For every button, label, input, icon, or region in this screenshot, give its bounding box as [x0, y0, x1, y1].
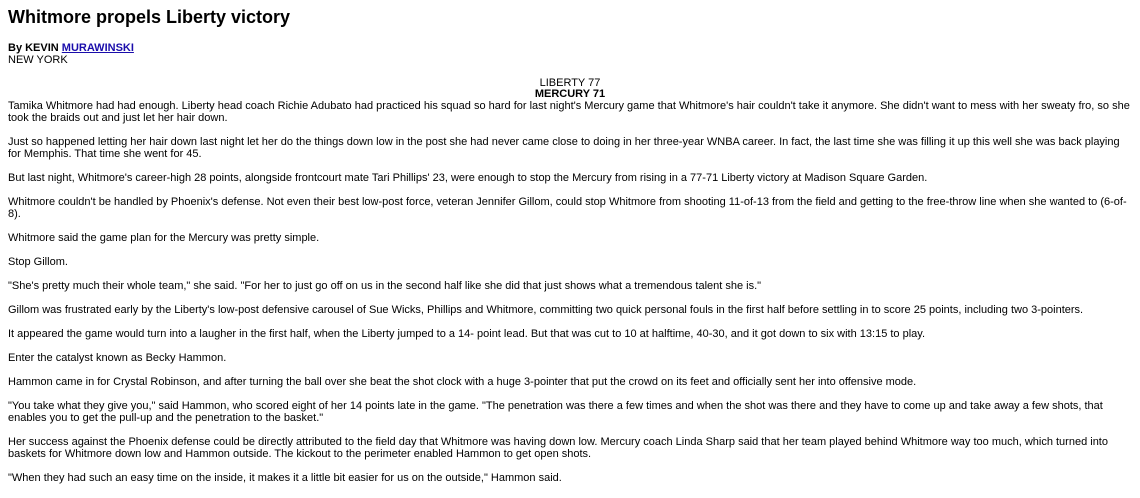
score-loser: MERCURY 71: [534, 88, 606, 100]
paragraph: Whitmore couldn't be handled by Phoenix's defense. Not even their best low-post force, veteran Jennifer Gillom, could stop Whitmore from shooting 11-of-13 from the field and getting to the free-throw line when she wanted to (6-of-8).: [8, 196, 1127, 220]
article-body: [8, 100, 1132, 484]
paragraph: Her success against the Phoenix defense could be directly attributed to the field day that Whitmore was having down low. Mercury coach Linda Sharp said that her team played behind Whitmore way too much, which turned into baskets for Whitmore down low and Hammon outside. The kickout to the perimeter enabled Hammon to get open shots.: [8, 436, 1108, 460]
score-winner: LIBERTY 77: [539, 77, 601, 89]
byline-prefix: By KEVIN: [8, 42, 62, 54]
byline: [8, 42, 1132, 54]
paragraph: Gillom was frustrated early by the Liberty's low-post defensive carousel of Sue Wicks, Phillips and Whitmore, committing two quick personal fouls in the first half before settling in to score 25 points, including two 3-pointers.: [8, 304, 1084, 316]
paragraph: Stop Gillom.: [8, 256, 68, 268]
paragraph: Hammon came in for Crystal Robinson, and after turning the ball over she beat the shot clock with a huge 3-pointer that put the crowd on its feet and officially sent her into offensive mode.: [8, 376, 917, 388]
paragraph: Tamika Whitmore had had enough. Liberty head coach Richie Adubato had practiced his squad so hard for last night's Mercury game that Whitmore's hair couldn't take it anymore. She didn't want to mess with her sweaty fro, so she took the braids out and just let her hair down.: [8, 100, 1130, 124]
paragraph: But last night, Whitmore's career-high 28 points, alongside frontcourt mate Tari Phillips' 23, were enough to stop the Mercury from rising in a 77-71 Liberty victory at Madison Square Garden.: [8, 172, 928, 184]
paragraph: "She's pretty much their whole team," she said. "For her to just go off on us in the second half like she did that just shows what a tremendous talent she is.": [8, 280, 762, 292]
paragraph: Enter the catalyst known as Becky Hammon.: [8, 352, 227, 364]
paragraph: "When they had such an easy time on the inside, it makes it a little bit easier for us on the outside," Hammon said.: [8, 472, 562, 484]
paragraph: It appeared the game would turn into a laugher in the first half, when the Liberty jumped to a 14- point lead. But that was cut to 10 at halftime, 40-30, and it got down to six with 13:15 to play.: [8, 328, 926, 340]
dateline: NEW YORK: [8, 54, 68, 66]
paragraph: "You take what they give you," said Hammon, who scored eight of her 14 points late in the game. "The penetration was there a few times and when the shot was there and they have to come up and take away a few shots, that enables you to get the pull-up and the penetration to the basket.": [8, 400, 1103, 424]
author-link[interactable]: MURAWINSKI: [61, 42, 134, 54]
paragraph: Just so happened letting her hair down last night let her do the things down low in the post she had never came close to doing in her three-year WNBA career. In fact, the last time she was filling it up this well she was back playing for Memphis. That time she went for 45.: [8, 136, 1120, 160]
score-box: [8, 78, 1132, 100]
headline: Whitmore propels Liberty victory: [8, 7, 291, 27]
paragraph: Whitmore said the game plan for the Mercury was pretty simple.: [8, 232, 320, 244]
